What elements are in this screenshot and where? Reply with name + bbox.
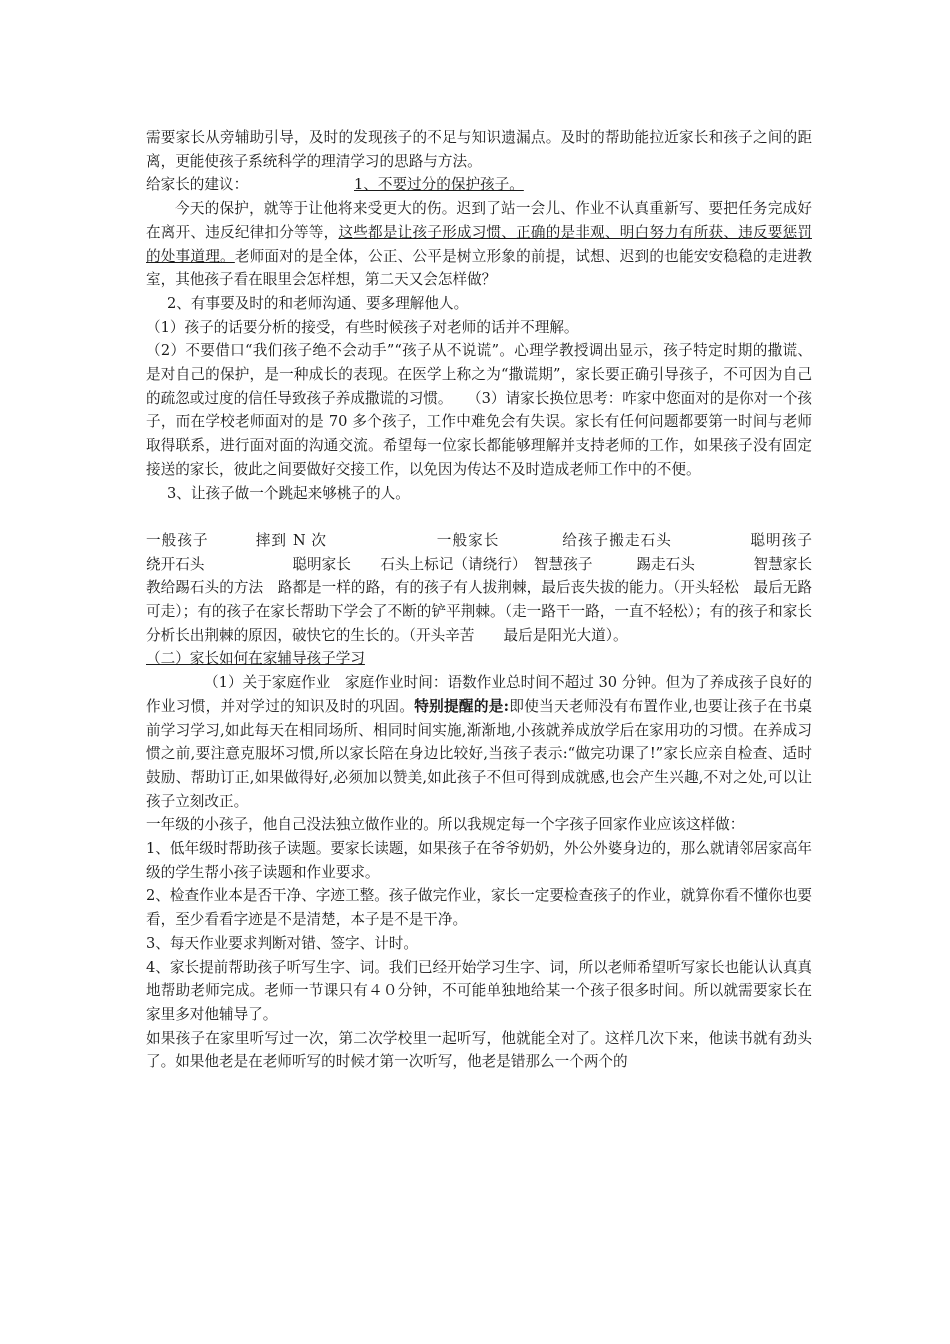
advice-heading-2: 2、有事要及时的和老师沟通、要多理解他人。	[167, 294, 469, 312]
paragraph-homework-a: （1）关于家庭作业 家庭作业时间：语数作业总时间不超过 30 分钟。但为了养成孩子良好的作业习惯，并对学过的知识及时的巩固。	[146, 674, 812, 715]
paragraph-homework-b: 即使当天老师没有布置作业,也要让孩子在书桌前学习学习,如此每天在相同场所、相同时间实施,渐渐地,小孩就养成放学后在家用功的习惯。在养成习惯之前,要注意克服坏习惯,所以家长陪在身边比较好,当孩子表示:“做完功课了!”家长应亲自检查、适时鼓励、帮助订正,如果做得好,必须加以赞美,如此孩子不但可得到成就感,也会产生兴趣,不对之处,可以让孩子立刻改正。	[146, 697, 812, 810]
special-reminder-label: 特别提醒的是:	[414, 697, 510, 715]
advice-heading-1: 1、不要过分的保护孩子。	[354, 176, 524, 194]
advice-heading-line	[146, 173, 812, 197]
paragraph-protection	[146, 197, 812, 292]
blank-line	[146, 505, 812, 529]
paragraph-intro: 需要家长从旁辅助引导，及时的发现孩子的不足与知识遗漏点。及时的帮助能拉近家长和孩子之间的距离，更能使孩子系统科学的理清学习的思路与方法。	[146, 129, 812, 170]
advice-label: 给家长的建议：	[146, 176, 249, 194]
document-page	[146, 126, 871, 1074]
list-item-2: 2、检查作业本是否干净、字迹工整。孩子做完作业，家长一定要检查孩子的作业，就算你看不懂你也要看，至少看看字迹是不是清楚，本子是不是干净。	[146, 887, 813, 929]
paragraph-dictation: 如果孩子在家里听写过一次，第二次学校里一起听写，他就能全对了。这样几次下来，他读书就有劲头了。如果他老是在老师听写的时候才第一次听写，他老是错那么一个两个的	[146, 1029, 812, 1071]
paragraph-homework	[146, 671, 812, 813]
advice-heading-3: 3、让孩子做一个跳起来够桃子的人。	[167, 484, 410, 502]
paragraph-item-2: （2）不要借口“我们孩子绝不会动手”“孩子从不说谎”。心理学教授调出显示，孩子特定时期的撒谎、是对自己的保护，是一种成长的表现。在医学上称之为“撒谎期”，家长要正确引导孩子，不可因为自己的疏忽或过度的信任导致孩子养成撒谎的习惯。 （3）请家长换位思考：咋家中您面对的是你对一个孩子，而在学校老师面对的是 70 多个孩子，工作中难免会有失误。家长有任何问题都要第一时间与老师取得联系，进行面对面的沟通交流。希望每一位家长都能够理解并支持老师的工作，如果孩子没有固定接送的家长，彼此之间要做好交接工作，以免因为传达不及时造成老师工作中的不便。	[146, 342, 813, 478]
paragraph-item-1: （1）孩子的话要分析的接受，有些时候孩子对老师的话并不理解。	[146, 318, 579, 336]
section-heading-2: （二）家长如何在家辅导孩子学习	[146, 650, 365, 668]
list-item-3: 3、每天作业要求判断对错、签字、计时。	[146, 934, 418, 952]
list-item-1: 1、低年级时帮助孩子读题。要家长读题，如果孩子在爷爷奶奶，外公外婆身边的，那么就请邻居家高年级的学生帮小孩子读题和作业要求。	[146, 840, 813, 881]
paragraph-protection-a: 今天的保护，就等于让他将来受更大的伤。迟到了站一会儿、作业不认真重新写、要把任务完成好在离开、违反纪律扣分等等，	[146, 200, 812, 241]
paragraph-protection-underlined: 这些都是让孩子形成习惯、正确的是非观、明白努力有所获、违反要惩罚的处事道理。	[146, 223, 812, 265]
paragraph-peach-comparison: 一般孩子 摔到 N 次 一般家长 给孩子搬走石头 聪明孩子 绕开石头 聪明家长 石头上标记（请绕行） 智慧孩子 踢走石头 智慧家长 教给踢石头的方法 路都是一样的路，有的孩子有人拔荆棘，最后丧失拔的能力。（开头轻松 最后无路可走）；有的孩子在家长帮助下学会了不断的铲平荆棘。（走一路干一路，一直不轻松）；有的孩子和家长分析长出荆棘的原因，破快它的生长的。（开头辛苦 最后是阳光大道）。	[146, 531, 871, 644]
paragraph-protection-b: 老师面对的是全体，公正、公平是树立形象的前提，试想、迟到的也能安安稳稳的走进教室，其他孩子看在眼里会怎样想，第二天又会怎样做？	[146, 247, 812, 289]
paragraph-first-grade: 一年级的小孩子，他自己没法独立做作业的。所以我规定每一个字孩子回家作业应该这样做：	[146, 816, 745, 834]
list-item-4: 4、家长提前帮助孩子听写生字、词。我们已经开始学习生字、词，所以老师希望听写家长也能认认真真地帮助老师完成。老师一节课只有４０分钟，不可能单独地给某一个孩子很多时间。所以就需要家长在家里多对他辅导了。	[146, 958, 813, 1023]
